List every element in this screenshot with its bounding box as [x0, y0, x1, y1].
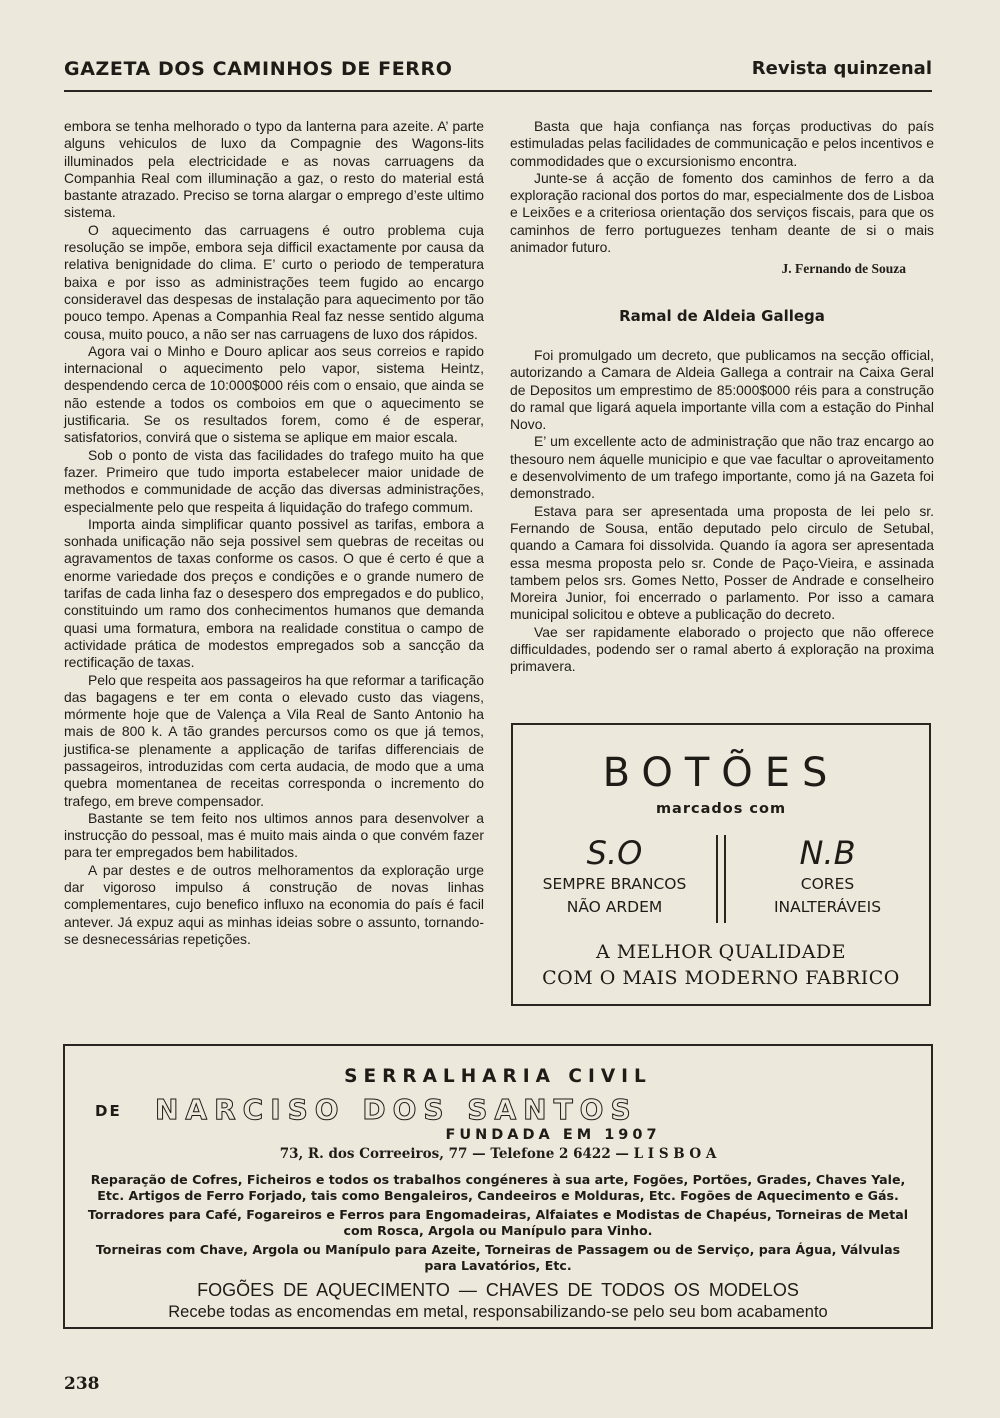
address-line: 73, R. dos Correeiros, 77 — Telefone 2 6422 — L I S B O A: [279, 1146, 717, 1162]
product-line: INALTERÁVEIS: [773, 898, 882, 916]
founded-line: FUNDADA EM 1907: [445, 1127, 661, 1143]
ad-name-row: [65, 1093, 931, 1127]
right-column: [510, 118, 934, 676]
paragraph: Basta que haja confiança nas forças productivas do país estimuladas pelas facilidades de communicação e pelos incentivos e commodidades que o excursionismo encontra.: [510, 118, 934, 169]
double-divider: [716, 835, 726, 923]
paragraph: Junte-se á acção de fomento dos caminhos de ferro a da exploração racional dos portos do mar, especialmente dos de Lisboa e Leixões e a criteriosa orientação dos serviços fiscais, para que os caminhos de ferro portuguezes tenham deante de si o mais animador futuro.: [510, 169, 934, 256]
author-signature: J. Fernando de Souza: [781, 261, 906, 277]
product-so: [513, 833, 716, 923]
product-code: S.O: [586, 834, 643, 872]
paragraph: Estava para ser apresentada uma proposta de lei pelo sr. Fernando de Sousa, então deputado pelo circulo de Setubal, quando a Camara foi dissolvida. Quando ía agora ser apresentada essa mesma proposta pelo sr. Conde de Paço-Vieira, e assinada tambem pelos srs. Gomes Netto, Posser de Andrade e conselheiro Moreira Junior, foi encerrado o parlamento. Por isso a camara municipal solicitou e obteve a publicação do decreto.: [510, 502, 934, 623]
journal-title: GAZETA DOS CAMINHOS DE FERRO: [64, 58, 453, 80]
page-header: [64, 56, 932, 92]
paragraph: A par destes e de outros melhoramentos da exploração urge dar vigoroso impulso á construção de novas linhas complementares, cujo benefico influxo na economia do país é facil antever. Já expuz aqui as minhas ideias sobre o assunto, tornando-se desnecessárias repetições.: [64, 861, 484, 947]
ad-de: DE: [95, 1102, 122, 1120]
ad-heading: SERRALHARIA CIVIL: [344, 1066, 652, 1087]
paragraph: Bastante se tem feito nos ultimos annos para desenvolver a instrucção do pessoal, mas é muito mais ainda o que convém fazer para ter empregados bem habilitados.: [64, 809, 484, 861]
ad-slogan: A MELHOR QUALIDADE: [595, 941, 847, 963]
product-line: CORES: [800, 875, 855, 893]
paragraph: Foi promulgado um decreto, que publicamos na secção official, autorizando a Camara de Aldeia Gallega a contrair na Caixa Geral de Depositos um emprestimo de 85:000$000 réis para a construção do ramal que ligará aquela importante villa com a estação do Pinhal Novo.: [510, 346, 934, 433]
ad-subtitle: marcados com: [655, 801, 787, 817]
paragraph: E’ um excellente acto de administração que não traz encargo ao thesouro nem áquelle municipio e que vae facultar o aproveitamento e desenvolvimento de um trafego importante, como já na Gazeta foi demonstrado.: [510, 433, 934, 502]
ad-product-grid: [513, 833, 929, 923]
ad-bottom-line: Recebe todas as encomendas em metal, responsabilizando-se pelo seu bom acabamento: [168, 1302, 828, 1321]
ad-bottom-line: FOGÕES DE AQUECIMENTO — CHAVES DE TODOS OS MODELOS: [197, 1279, 799, 1300]
services-block: Torradores para Café, Fogareiros e Ferros para Engomadeiras, Alfaiates e Modistas de Chapéus, Torneiras de Metal com Rosca, Argola ou Manípulo para Vinho.: [87, 1207, 909, 1238]
product-code: N.B: [799, 834, 856, 872]
section-title: Ramal de Aldeia Gallega: [619, 306, 825, 325]
advertisement-botoes: [511, 723, 931, 1006]
paragraph: O aquecimento das carruagens é outro problema cuja resolução se impõe, embora seja difficil exactamente por causa da relativa benignidade do clima. E’ curto o periodo de temperatura baixa e por isso as administrações teem fugido ao encargo consideravel das despesas de instalação para aquecimento por tão pouco tempo. Apenas a Companhia Real faz nesse sentido alguma cousa, muito pouco, a não ser nas carruagens de luxo dos rápidos.: [64, 221, 484, 342]
product-line: SEMPRE BRANCOS: [542, 875, 687, 893]
journal-subtitle: Revista quinzenal: [751, 58, 932, 79]
services-block: Torneiras com Chave, Argola ou Manípulo para Azeite, Torneiras de Passagem ou de Serviço, para Água, Válvulas para Lavatórios, Etc.: [95, 1242, 901, 1273]
page-number: 238: [64, 1374, 100, 1394]
company-name: NARCISO DOS SANTOS: [155, 1093, 638, 1126]
paragraph: Agora vai o Minho e Douro aplicar aos seus correios e rapido internacional o aquecimento pelo vapor, sistema Heintz, despendendo cerca de 10:000$000 réis com o ensaio, que ainda se não estende a todos os comboios em que o aquecimento se justificaria. Se os resultados forem, como é de esperar, satisfatorios, convirá que o sistema se aplique em maior escala.: [64, 342, 484, 446]
ad-title: BOTÕES: [602, 750, 840, 796]
paragraph: Importa ainda simplificar quanto possivel as tarifas, embora a sonhada unificação não seja possivel sem quebras de receitas ou agravamentos de taxas conforme os casos. O que é certo é que a enorme variedade dos preços e condições e o grande numero de tarifas de cada linha faz o desespero dos empregados e do publico, constituindo um ramo dos conhecimentos humanos que demanda quasi uma formatura, embora na realidade constitua o campo de actividade prática de modestos empregados sob a sancção da rectificação de taxas.: [64, 515, 484, 671]
product-nb: [726, 833, 929, 923]
paragraph: Vae ser rapidamente elaborado o projecto que não offerece difficuldades, podendo ser o ramal aberto á exploração na proxima primavera.: [510, 623, 934, 675]
product-line: NÃO ARDEM: [566, 898, 663, 916]
paragraph: Pelo que respeita aos passageiros ha que reformar a tarificação das bagagens e ter em conta o elevado custo das viagens, mórmente hoje que de Valença a Vila Real de Santo Antonio ha mais de 800 k. A tão grandes percursos como os que já temos, justifica-se plenamente a applicação de tarifas differenciais de passageiros, introduzidas com certa audacia, de modo que a uma quebra momentanea de receitas corresponda o incremento do trafego, em breve compensador.: [64, 671, 484, 809]
advertisement-serralharia: [63, 1044, 933, 1329]
services-block: Reparação de Cofres, Ficheiros e todos os trabalhos congéneres à sua arte, Fogões, Portões, Grades, Chaves Yale, Etc. Artigos de Ferro Forjado, tais como Bengaleiros, Candeeiros e Molduras, Etc. Fogões de Aquecimento e Gás.: [90, 1172, 906, 1203]
left-column: [64, 118, 484, 948]
paragraph: Sob o ponto de vista das facilidades do trafego muito ha que fazer. Primeiro que tudo importa estabelecer maior unidade de methodos e communidade de acção das diversas administrações, especialmente pelo que respeita á liquidação do trafego commum.: [64, 446, 484, 515]
paragraph: embora se tenha melhorado o typo da lanterna para azeite. A’ parte alguns vehiculos de luxo da Compagnie des Wagons-lits illuminados pela electricidade e as novas carruagens da Companhia Real com illuminação a gaz, o resto do material está bastante atrazado. Preciso se torna alargar o emprego d’este ultimo sistema.: [64, 118, 484, 221]
ad-slogan: COM O MAIS MODERNO FABRICO: [542, 967, 900, 989]
